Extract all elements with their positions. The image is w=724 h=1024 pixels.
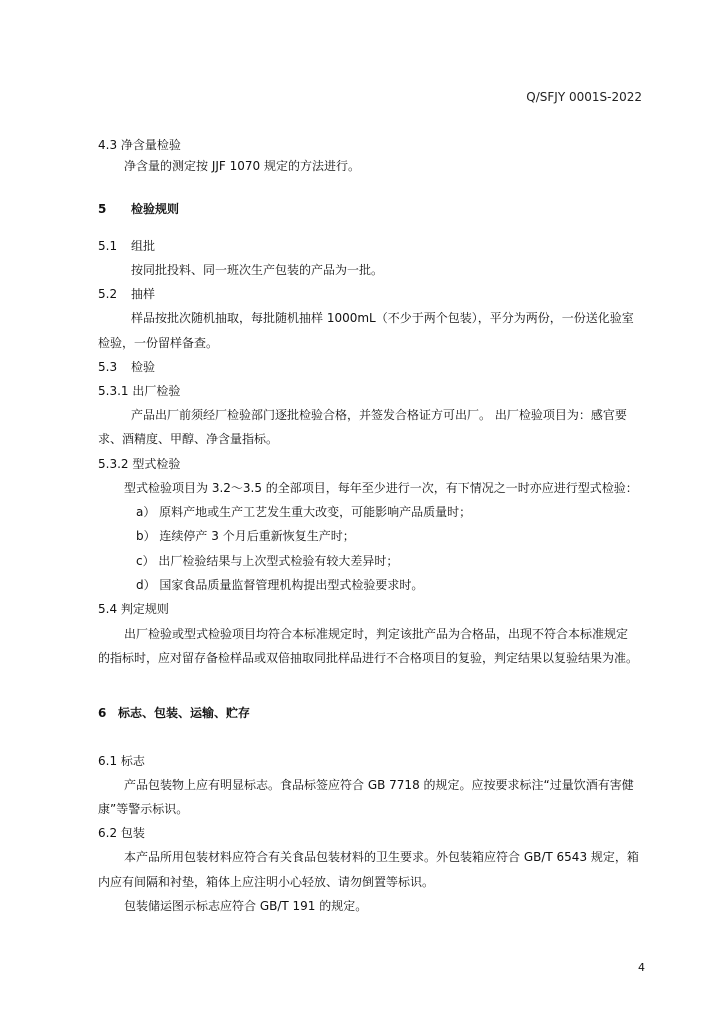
section-6-title: 标志、包装、运输、贮存 <box>118 706 251 720</box>
page-number: 4 <box>638 961 645 974</box>
section-5-3-number: 5.3 <box>98 360 118 374</box>
section-5-3-2-item-c: c） 出厂检验结果与上次型式检验有较大差异时； <box>136 554 399 568</box>
section-5-3-2-item-d: d） 国家食品质量监督管理机构提出型式检验要求时。 <box>136 578 424 592</box>
section-6-1-text-line-2: 康”等警示标识。 <box>98 802 189 816</box>
section-6-2-text-line-1: 本产品所用包装材料应符合有关食品包装材料的卫生要求。外包装箱应符合 GB/T 6543 规定，箱 <box>124 850 639 864</box>
section-5-2-text-line-1: 样品按批次随机抽取，每批随机抽样 1000mL（不少于两个包装），平分为两份，一份送化验室 <box>131 311 634 325</box>
section-5-2-text-line-2: 检验，一份留样备查。 <box>98 336 219 350</box>
section-5-2-number: 5.2 <box>98 287 118 301</box>
section-5-1-text: 按同批投料、同一班次生产包装的产品为一批。 <box>131 263 384 277</box>
section-5-title: 检验规则 <box>131 202 180 216</box>
section-5-2-title: 抽样 <box>131 287 156 301</box>
section-6-2-text-line-2: 内应有间隔和衬垫，箱体上应注明小心轻放、请勿倒置等标识。 <box>98 875 435 889</box>
section-6-1-text-line-1: 产品包装物上应有明显标志。食品标签应符合 GB 7718 的规定。应按要求标注“过量饮酒有害健 <box>124 778 634 792</box>
section-6-1-title: 6.1 标志 <box>98 754 145 768</box>
section-5-1-title: 组批 <box>131 239 156 253</box>
section-5-4-text-line-2: 的指标时，应对留存备检样品或双倍抽取同批样品进行不合格项目的复验，判定结果以复验结果为准。 <box>98 651 639 665</box>
section-4-3-text: 净含量的测定按 JJF 1070 规定的方法进行。 <box>124 159 360 173</box>
section-5-3-1-text-line-2: 求、酒精度、甲醇、净含量指标。 <box>98 432 279 446</box>
section-6-2-text-line-3: 包装储运图示标志应符合 GB/T 191 的规定。 <box>124 899 368 913</box>
section-5-3-2-title: 5.3.2 型式检验 <box>98 457 181 471</box>
section-5-3-2-text: 型式检验项目为 3.2～3.5 的全部项目，每年至少进行一次，有下情况之一时亦应进行型式检验： <box>124 481 638 495</box>
document-code: Q/SFJY 0001S-2022 <box>526 90 642 104</box>
section-6-number: 6 <box>98 706 107 720</box>
section-5-4-title: 5.4 判定规则 <box>98 602 169 616</box>
section-5-3-2-item-a: a） 原料产地或生产工艺发生重大改变，可能影响产品质量时； <box>136 505 472 519</box>
section-5-3-2-item-b: b） 连续停产 3 个月后重新恢复生产时； <box>136 529 355 543</box>
section-5-number: 5 <box>98 202 107 216</box>
section-5-3-1-title: 5.3.1 出厂检验 <box>98 384 181 398</box>
section-4-3-title: 4.3 净含量检验 <box>98 138 181 152</box>
section-5-3-1-text-line-1: 产品出厂前须经厂检验部门逐批检验合格，并签发合格证方可出厂。 出厂检验项目为：感官要 <box>131 408 627 422</box>
section-5-3-title: 检验 <box>131 360 156 374</box>
section-6-2-title: 6.2 包装 <box>98 826 145 840</box>
section-5-1-number: 5.1 <box>98 239 118 253</box>
section-5-4-text-line-1: 出厂检验或型式检验项目均符合本标准规定时，判定该批产品为合格品，出现不符合本标准规定 <box>124 627 629 641</box>
